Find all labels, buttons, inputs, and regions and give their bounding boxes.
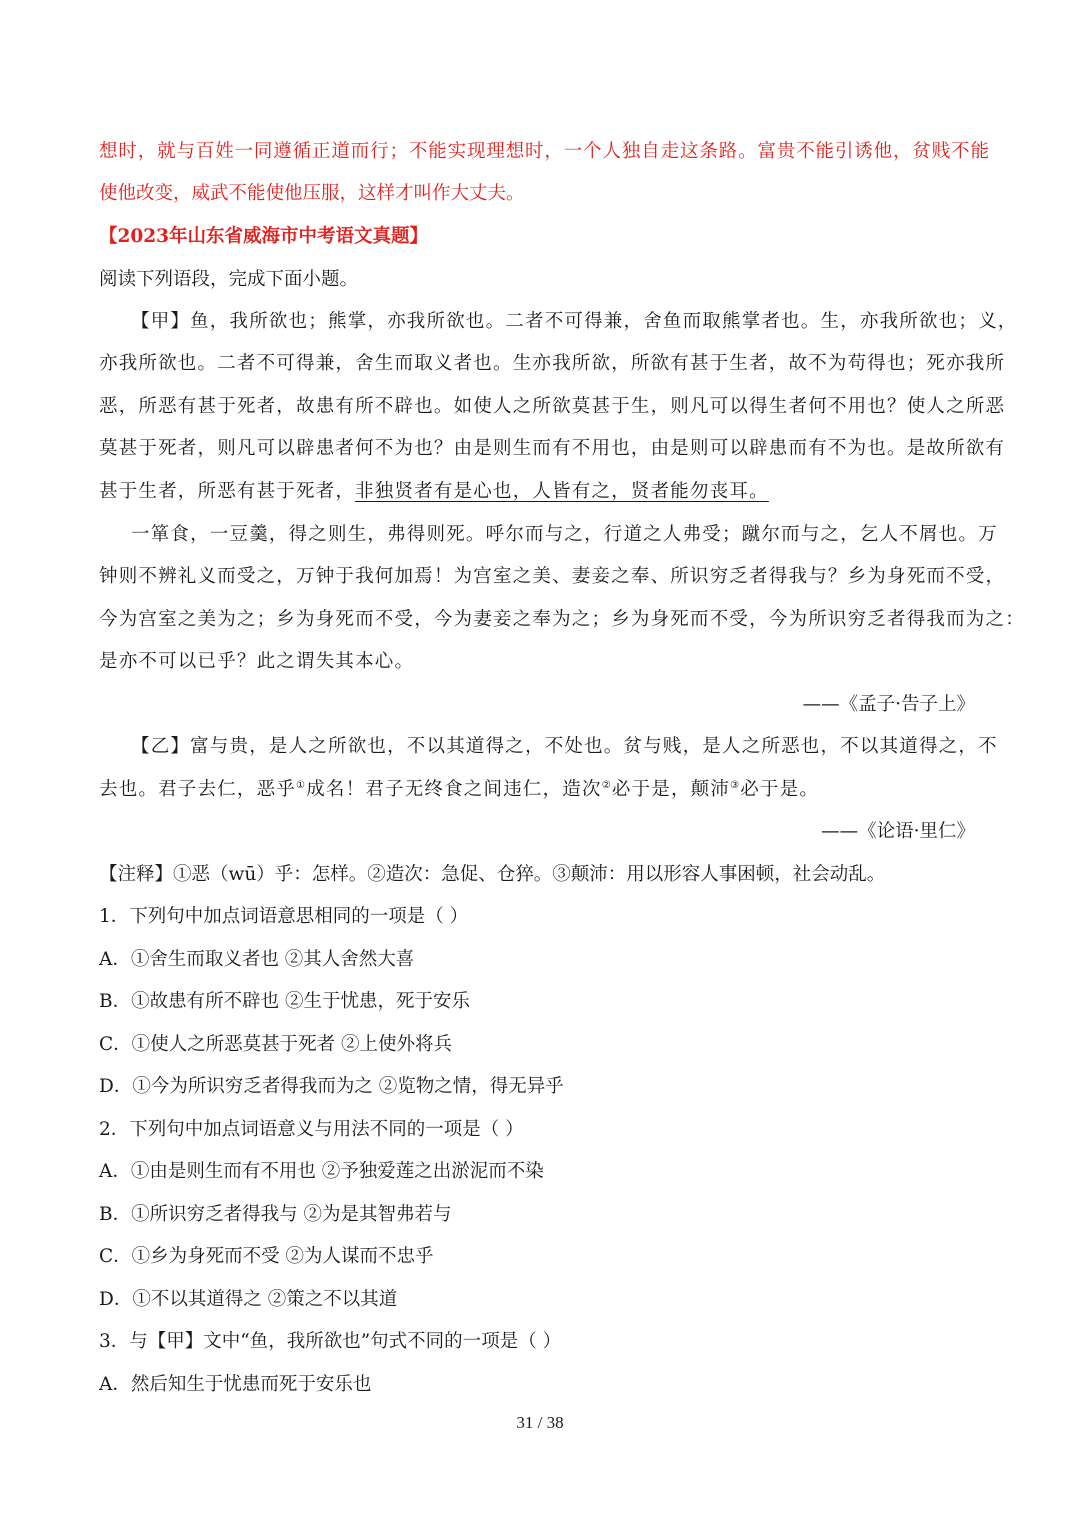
passage-jia-line-5-start: 甚于生者，所恶有甚于死者，	[99, 481, 356, 502]
question-3-option-a: A．然后知生于忧患而死于安乐也	[99, 1374, 372, 1395]
passage-yi-text-c: 必于是，颠沛	[611, 779, 731, 800]
passage-yi-text-a: 去也。君子去仁，恶乎	[99, 779, 297, 800]
instruction: 阅读下列语段，完成下面小题。	[99, 269, 359, 290]
annotation-notes: 【注释】①恶（wū）乎：怎样。②造次：急促、仓猝。③颠沛：用以形容人事困顿，社会动乱。	[99, 864, 886, 885]
note-marker-2: ②	[601, 779, 612, 791]
passage-yi-text-b: 成名！君子无终食之间违仁，造次	[306, 779, 602, 800]
page-number: 31 / 38	[516, 1413, 564, 1432]
question-2-option-a: A．①由是则生而有不用也 ②予独爱莲之出淤泥而不染	[99, 1161, 544, 1182]
passage-jia-line-4: 莫甚于死者，则凡可以辟患者何不为也？由是则生而有不用也，由是则可以辟患而有不为也。是故所欲有	[99, 438, 1006, 459]
passage-jia-source: ——《孟子·告子上》	[802, 694, 975, 715]
question-3-stem: 3．与【甲】文中“鱼，我所欲也”句式不同的一项是（ ）	[99, 1331, 562, 1352]
question-1-option-b: B．①故患有所不辟也 ②生于忧患，死于安乐	[99, 991, 470, 1012]
passage-jia-line-3: 恶，所恶有甚于死者，故患有所不辟也。如使人之所欲莫甚于生，则凡可以得生者何不用也？使人之所恶	[99, 396, 1006, 417]
answer-line-1: 想时，就与百姓一同遵循正道而行；不能实现理想时，一个人独自走这条路。富贵不能引诱他，贫贱不能	[99, 141, 989, 162]
passage-jia-line-8: 今为宫室之美为之；乡为身死而不受，今为妻妾之奉为之；乡为身死而不受，今为所识穷乏者得我而为之：	[99, 609, 1025, 630]
passage-yi-line-1: 【乙】富与贵，是人之所欲也，不以其道得之，不处也。贫与贱，是人之所恶也，不以其道得之，不	[131, 736, 998, 757]
passage-yi-text-d: 必于是。	[740, 779, 820, 800]
question-1-option-d: D．①今为所识穷乏者得我而为之 ②览物之情，得无异乎	[99, 1076, 564, 1097]
question-1-stem: 1．下列句中加点词语意思相同的一项是（ ）	[99, 906, 469, 927]
passage-yi-source: ——《论语·里仁》	[821, 821, 975, 842]
passage-jia-line-7: 钟则不辨礼义而受之，万钟于我何加焉！为宫室之美、妻妾之奉、所识穷乏者得我与？乡为身死而不受，	[99, 566, 1006, 587]
question-1-option-a: A．①舍生而取义者也 ②其人舍然大喜	[99, 949, 415, 970]
note-marker-3: ③	[730, 779, 741, 791]
question-2-option-c: C．①乡为身死而不受 ②为人谋而不忠乎	[99, 1246, 434, 1267]
answer-line-2: 使他改变，威武不能使他压服，这样才叫作大丈夫。	[99, 183, 525, 204]
passage-jia-line-9: 是亦不可以已乎？此之谓失其本心。	[99, 651, 415, 672]
passage-jia-line-2: 亦我所欲也。二者不可得兼，舍生而取义者也。生亦我所欲，所欲有甚于生者，故不为苟得也；死亦我所	[99, 353, 1006, 374]
underlined-sentence: 非独贤者有是心也，人皆有之，贤者能勿丧耳。	[355, 481, 769, 502]
question-2-stem: 2．下列句中加点词语意义与用法不同的一项是（ ）	[99, 1119, 524, 1140]
passage-jia-line-5	[99, 477, 989, 507]
question-2-option-b: B．①所识穷乏者得我与 ②为是其智弗若与	[99, 1204, 452, 1225]
passage-jia-line-6: 一箪食，一豆羹，得之则生，弗得则死。呼尔而与之，行道之人弗受；蹴尔而与之，乞人不屑也。万	[131, 524, 998, 545]
note-marker-1: ①	[296, 779, 307, 791]
section-title: 【2023年山东省威海市中考语文真题】	[99, 226, 428, 247]
passage-jia-line-1: 【甲】鱼，我所欲也；熊掌，亦我所欲也。二者不可得兼，舍鱼而取熊掌者也。生，亦我所欲也；义，	[131, 311, 1018, 332]
question-2-option-d: D．①不以其道得之 ②策之不以其道	[99, 1289, 398, 1310]
passage-yi-line-2	[99, 775, 989, 805]
question-1-option-c: C．①使人之所恶莫甚于死者 ②上使外将兵	[99, 1034, 453, 1055]
